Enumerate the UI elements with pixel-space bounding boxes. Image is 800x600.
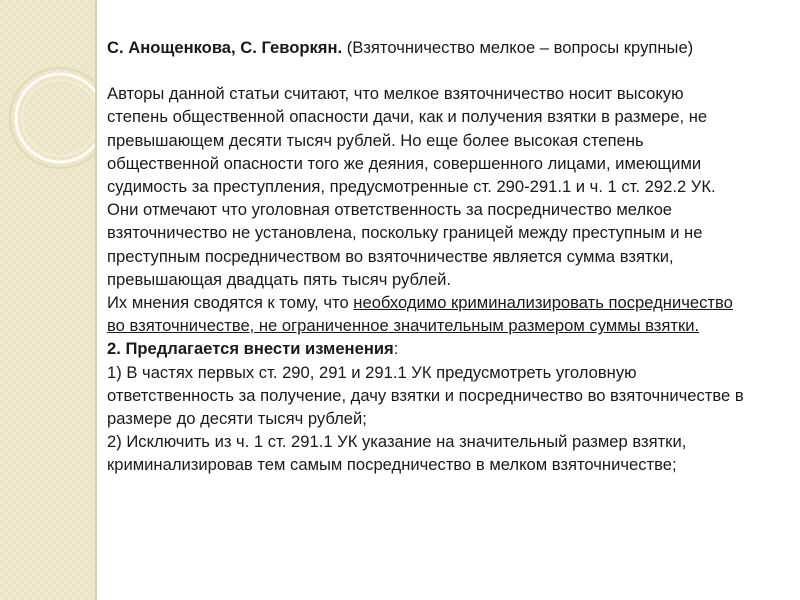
section2-heading-colon: : (393, 339, 399, 359)
section2-heading-text: 2. Предлагается внести изменения (107, 339, 394, 359)
decorative-side-panel (0, 0, 95, 600)
conclusion-lead: Их мнения сводятся к тому, что (107, 293, 354, 313)
spacer (107, 59, 747, 82)
article-authors: С. Анощенкова, С. Геворкян. (107, 38, 343, 57)
proposal-item-2: 2) Исключить из ч. 1 ст. 291.1 УК указание на значительный размер взятки, криминализировав тем самым посредничество в мелком взяточничестве; (107, 432, 687, 475)
paragraph-authors-opinion: Авторы данной статьи считают, что мелкое взяточничество носит высокую степень общественной опасности дачи, как и получения взятки в размере, не превышающем десяти тысяч рублей. Но еще более высокая степень общественной опасности того же деяния, совершенного лицами, имеющими судимость за преступления, предусмотренные ст. 290-291.1 и ч. 1 ст. 292.2 УК. (107, 84, 716, 197)
article-header (107, 36, 747, 59)
paragraph-conclusion (107, 291, 747, 337)
slide-content (107, 36, 747, 477)
proposal-item-1: 1) В частях первых ст. 290, 291 и 291.1 УК предусмотреть уголовную ответственность за получение, дачу взятки и посредничество во взяточничестве в размере до десяти тысяч рублей; (107, 362, 744, 429)
paragraph-mediation: Они отмечают что уголовная ответственность за посредничество мелкое взяточничество не установлена, поскольку границей между преступным и не преступным посредничеством во взяточничестве является сумма взятки, превышающая двадцать пять тысяч рублей. (107, 200, 703, 289)
section2-heading (107, 337, 747, 360)
conclusion-underlined: необходимо криминализировать посредничество во взяточничестве, не ограниченное значительным размером суммы взятки. (107, 293, 733, 336)
decorative-rings (0, 0, 95, 600)
panel-divider (95, 0, 97, 600)
article-title: (Взяточничество мелкое – вопросы крупные) (342, 38, 694, 57)
